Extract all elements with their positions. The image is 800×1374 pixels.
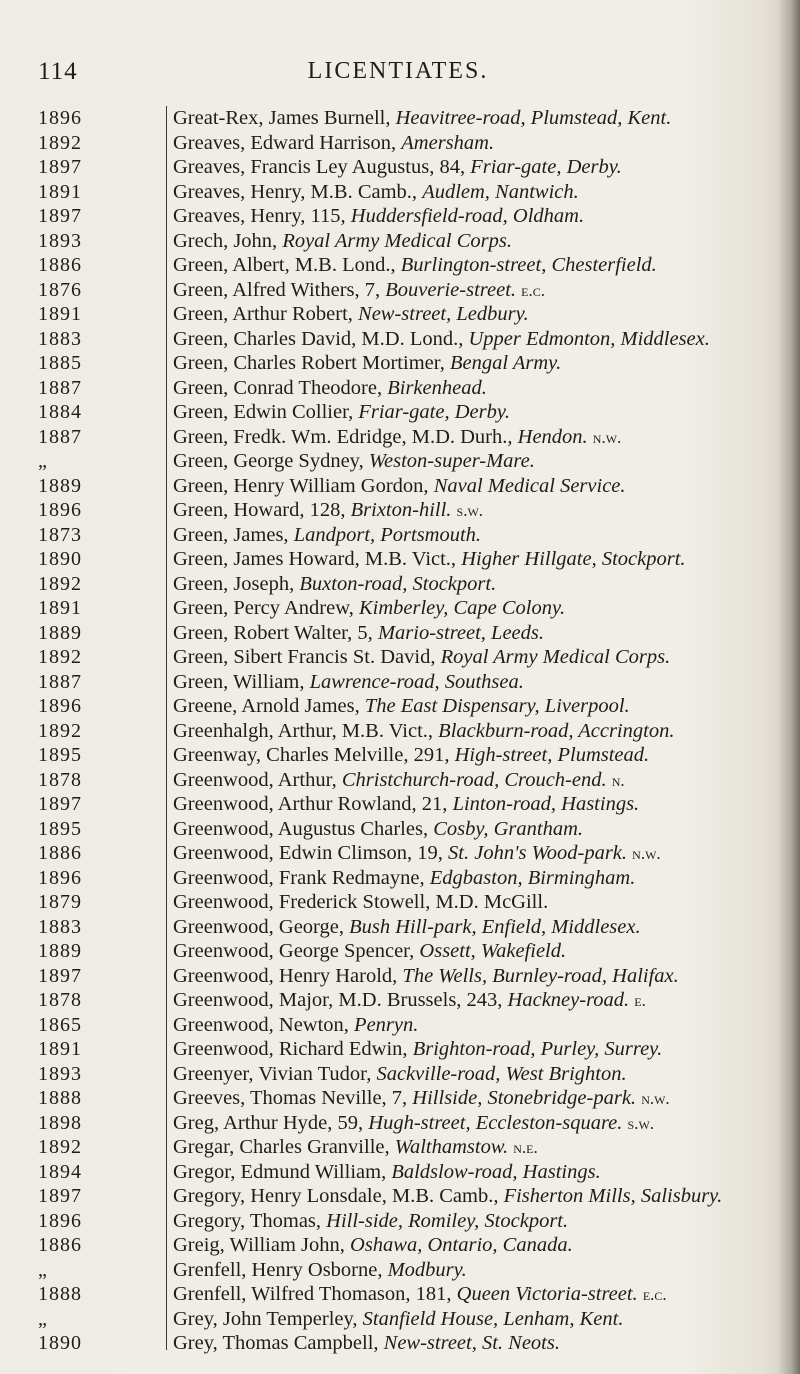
entry-text bbox=[173, 890, 548, 915]
entry-year: 1892 bbox=[38, 572, 82, 595]
entry-address: Friar-gate, Derby. bbox=[358, 401, 510, 423]
list-item bbox=[38, 939, 798, 964]
entry-name: Greenyer, Vivian Tudor, bbox=[173, 1062, 377, 1085]
entry-name: Greg, Arthur Hyde, 59, bbox=[173, 1111, 369, 1134]
list-item bbox=[38, 253, 798, 278]
entry-year: 1888 bbox=[38, 1087, 82, 1109]
list-item bbox=[38, 400, 798, 425]
entry-year: 1873 bbox=[38, 523, 82, 546]
entry-text bbox=[173, 523, 481, 548]
entry-year: 1887 bbox=[38, 376, 82, 399]
entry-name: Green, George Sydney, bbox=[173, 450, 369, 472]
entry-year: 1878 bbox=[38, 989, 82, 1011]
entry-text bbox=[173, 229, 512, 254]
entry-name: Greaves, Henry, M.B. Camb., bbox=[173, 180, 423, 203]
entry-year: 1886 bbox=[38, 842, 82, 864]
entry-address: Birkenhead. bbox=[387, 376, 487, 399]
list-item bbox=[38, 449, 798, 474]
entry-text bbox=[173, 1062, 627, 1087]
list-item bbox=[38, 596, 798, 621]
entry-year: 1887 bbox=[38, 425, 82, 448]
list-item bbox=[38, 915, 798, 940]
entry-text bbox=[173, 1086, 670, 1112]
entry-name: Greenwood, Arthur, bbox=[173, 768, 342, 791]
entry-address: Hill-side, Romiley, Stockport. bbox=[326, 1209, 569, 1232]
list-item bbox=[38, 302, 798, 327]
entry-text bbox=[173, 817, 583, 842]
entry-text bbox=[173, 1307, 623, 1332]
list-item bbox=[38, 474, 798, 499]
entry-year: 1896 bbox=[38, 499, 82, 521]
entry-address: Linton-road, Hastings. bbox=[452, 793, 640, 815]
entry-name: Grech, John, bbox=[173, 229, 283, 252]
list-item bbox=[38, 743, 798, 768]
entry-address: Queen Victoria-street. bbox=[456, 1283, 638, 1305]
entry-name: Greig, William John, bbox=[173, 1234, 351, 1256]
entry-text bbox=[173, 204, 584, 229]
list-item bbox=[38, 964, 798, 989]
entry-name: Green, Sibert Francis St. David, bbox=[173, 646, 441, 668]
entry-district: e.c. bbox=[642, 1285, 667, 1304]
entry-name: Green, Charles Robert Mortimer, bbox=[173, 352, 450, 374]
entry-text bbox=[173, 474, 626, 499]
entry-name: Green, Alfred Withers, 7, bbox=[173, 278, 386, 301]
entry-district: n.w. bbox=[632, 844, 661, 863]
entry-year: 1889 bbox=[38, 940, 82, 962]
entry-year: 1896 bbox=[38, 695, 82, 717]
entry-text bbox=[173, 1037, 662, 1062]
entry-address: Blackburn-road, Accrington. bbox=[438, 719, 675, 742]
entry-address: Naval Medical Service. bbox=[433, 474, 626, 497]
entry-name: Grey, Thomas Campbell, bbox=[173, 1332, 384, 1354]
licentiates-list bbox=[38, 106, 798, 1356]
list-item bbox=[38, 1037, 798, 1062]
entry-year: 1890 bbox=[38, 548, 82, 570]
list-item bbox=[38, 792, 798, 817]
page-header bbox=[38, 58, 758, 88]
entry-year: 1897 bbox=[38, 205, 82, 227]
entry-text bbox=[173, 302, 529, 327]
entry-address: Walthamstow. bbox=[394, 1136, 509, 1158]
entry-year: „ bbox=[38, 1307, 48, 1330]
entry-name: Greenwood, Frederick Stowell, M.D. McGill. bbox=[173, 891, 549, 913]
entry-address: Upper Edmonton, Middlesex. bbox=[468, 327, 710, 350]
entry-year: 1884 bbox=[38, 401, 82, 423]
list-item bbox=[38, 376, 798, 401]
entry-year: 1876 bbox=[38, 278, 82, 301]
entry-district: e. bbox=[634, 991, 646, 1010]
entry-name: Greeves, Thomas Neville, 7, bbox=[173, 1087, 413, 1109]
list-item bbox=[38, 1233, 798, 1258]
entry-year: „ bbox=[38, 1258, 48, 1281]
page-edge-shadow bbox=[778, 0, 800, 1374]
entry-text bbox=[173, 1258, 467, 1283]
list-item bbox=[38, 425, 798, 450]
entry-address: Hackney-road. bbox=[507, 989, 630, 1011]
entry-address: High-street, Plumstead. bbox=[454, 744, 650, 766]
entry-address: Bouverie-street. bbox=[385, 278, 517, 301]
list-item bbox=[38, 1062, 798, 1087]
entry-name: Green, Robert Walter, 5, bbox=[173, 621, 378, 644]
entry-text bbox=[173, 1331, 560, 1356]
running-head: LICENTIATES. bbox=[307, 58, 489, 84]
entry-text bbox=[173, 645, 670, 670]
entry-address: Kimberley, Cape Colony. bbox=[358, 597, 566, 619]
entry-year: 1897 bbox=[38, 793, 82, 815]
page-number: 114 bbox=[38, 58, 78, 85]
entry-name: Greenhalgh, Arthur, M.B. Vict., bbox=[173, 719, 439, 742]
entry-name: Green, Fredk. Wm. Edridge, M.D. Durh., bbox=[173, 425, 518, 448]
list-item bbox=[38, 204, 798, 229]
entry-name: Green, William, bbox=[173, 670, 310, 693]
list-item bbox=[38, 645, 798, 670]
entry-text bbox=[173, 1160, 601, 1185]
list-item bbox=[38, 719, 798, 744]
entry-name: Green, Albert, M.B. Lond., bbox=[173, 254, 401, 276]
entry-address: Hendon. bbox=[517, 425, 588, 448]
entry-text bbox=[173, 768, 625, 794]
entry-address: Sackville-road, West Brighton. bbox=[376, 1062, 627, 1085]
entry-text bbox=[173, 351, 561, 376]
entry-text bbox=[173, 964, 679, 989]
entry-address: Ossett, Wakefield. bbox=[419, 940, 567, 962]
entry-text bbox=[173, 547, 686, 572]
list-item bbox=[38, 1135, 798, 1160]
list-item bbox=[38, 841, 798, 866]
entry-name: Green, James, bbox=[173, 523, 294, 546]
entry-year: 1895 bbox=[38, 817, 82, 840]
entry-address: Fisherton Mills, Salisbury. bbox=[503, 1185, 723, 1207]
entry-address: New-street, St. Neots. bbox=[383, 1332, 560, 1354]
list-item bbox=[38, 694, 798, 719]
entry-name: Greenwood, Frank Redmayne, bbox=[173, 866, 430, 889]
entry-text bbox=[173, 106, 671, 131]
entry-text bbox=[173, 743, 649, 768]
entry-address: Huddersfield-road, Oldham. bbox=[350, 205, 585, 227]
entry-text bbox=[173, 1233, 573, 1258]
entry-year: 1897 bbox=[38, 964, 82, 987]
entry-year: 1892 bbox=[38, 719, 82, 742]
entry-district: s.w. bbox=[456, 501, 484, 520]
entry-address: Modbury. bbox=[387, 1258, 467, 1281]
list-item bbox=[38, 278, 798, 303]
list-item bbox=[38, 1111, 798, 1136]
entry-address: The East Dispensary, Liverpool. bbox=[364, 695, 630, 717]
entry-address: Stanfield House, Lenham, Kent. bbox=[362, 1307, 624, 1330]
list-item bbox=[38, 1160, 798, 1185]
entry-address: St. John's Wood-park. bbox=[448, 842, 628, 864]
list-item bbox=[38, 621, 798, 646]
list-item bbox=[38, 547, 798, 572]
entry-name: Greenwood, Arthur Rowland, 21, bbox=[173, 793, 453, 815]
entry-name: Green, Edwin Collier, bbox=[173, 401, 359, 423]
entry-address: Hugh-street, Eccleston-square. bbox=[368, 1111, 623, 1134]
entry-year: 1891 bbox=[38, 303, 82, 325]
entry-text bbox=[173, 278, 545, 304]
entry-name: Gregor, Edmund William, bbox=[173, 1160, 392, 1183]
entry-text bbox=[173, 253, 657, 278]
entry-text bbox=[173, 131, 494, 156]
entry-name: Green, Arthur Robert, bbox=[173, 303, 359, 325]
entry-year: 1897 bbox=[38, 156, 82, 178]
entry-name: Greene, Arnold James, bbox=[173, 695, 365, 717]
entry-year: 1892 bbox=[38, 1136, 82, 1158]
entry-text bbox=[173, 792, 639, 817]
entry-text bbox=[173, 1209, 568, 1234]
entry-name: Grenfell, Wilfred Thomason, 181, bbox=[173, 1283, 457, 1305]
list-item bbox=[38, 1184, 798, 1209]
entry-text bbox=[173, 694, 630, 719]
entry-address: Weston-super-Mare. bbox=[368, 450, 535, 472]
entry-text bbox=[173, 1184, 722, 1209]
entry-text bbox=[173, 327, 710, 352]
entry-name: Gregar, Charles Granville, bbox=[173, 1136, 395, 1158]
entry-year: 1898 bbox=[38, 1111, 82, 1134]
entry-text bbox=[173, 155, 622, 180]
entry-year: 1879 bbox=[38, 891, 82, 913]
entry-name: Green, Percy Andrew, bbox=[173, 597, 359, 619]
entry-address: Baldslow-road, Hastings. bbox=[391, 1160, 601, 1183]
entry-name: Green, Howard, 128, bbox=[173, 499, 351, 521]
entry-address: The Wells, Burnley-road, Halifax. bbox=[402, 964, 679, 987]
entry-text bbox=[173, 376, 487, 401]
entry-name: Greenway, Charles Melville, 291, bbox=[173, 744, 455, 766]
entry-address: Bush Hill-park, Enfield, Middlesex. bbox=[349, 915, 641, 938]
entry-address: Christchurch-road, Crouch-end. bbox=[341, 768, 607, 791]
entry-name: Greenwood, Henry Harold, bbox=[173, 964, 403, 987]
entry-year: 1889 bbox=[38, 474, 82, 497]
entry-text bbox=[173, 449, 535, 474]
entry-year: 1892 bbox=[38, 131, 82, 154]
entry-year: 1896 bbox=[38, 1209, 82, 1232]
list-item bbox=[38, 817, 798, 842]
list-item bbox=[38, 1209, 798, 1234]
entry-text bbox=[173, 572, 496, 597]
entry-address: Burlington-street, Chesterfield. bbox=[400, 254, 657, 276]
entry-text bbox=[173, 180, 579, 205]
entry-text bbox=[173, 841, 661, 867]
entry-district: s.w. bbox=[627, 1113, 655, 1133]
entry-name: Greenwood, Major, M.D. Brussels, 243, bbox=[173, 989, 508, 1011]
entry-address: Royal Army Medical Corps. bbox=[440, 646, 671, 668]
entry-district: e.c. bbox=[521, 280, 545, 300]
list-item bbox=[38, 1258, 798, 1283]
entry-year: 1891 bbox=[38, 597, 82, 619]
entry-name: Grey, John Temperley, bbox=[173, 1307, 363, 1330]
entry-name: Green, Conrad Theodore, bbox=[173, 376, 388, 399]
entry-address: Brixton-hill. bbox=[350, 499, 452, 521]
list-item bbox=[38, 229, 798, 254]
entry-text bbox=[173, 915, 641, 940]
entry-district: n.w. bbox=[641, 1089, 670, 1108]
entry-year: 1883 bbox=[38, 327, 82, 350]
entry-text bbox=[173, 425, 621, 451]
list-item bbox=[38, 1307, 798, 1332]
entry-name: Green, Charles David, M.D. Lond., bbox=[173, 327, 469, 350]
entry-year: 1887 bbox=[38, 670, 82, 693]
list-item bbox=[38, 131, 798, 156]
list-item bbox=[38, 670, 798, 695]
entry-address: Hillside, Stonebridge-park. bbox=[412, 1087, 637, 1109]
entry-year: 1886 bbox=[38, 254, 82, 276]
entry-text bbox=[173, 939, 566, 964]
entry-address: Penryn. bbox=[354, 1013, 419, 1036]
entry-name: Green, Joseph, bbox=[173, 572, 300, 595]
entry-name: Greaves, Henry, 115, bbox=[173, 205, 351, 227]
entry-name: Grenfell, Henry Osborne, bbox=[173, 1258, 388, 1281]
entry-address: Friar-gate, Derby. bbox=[470, 156, 622, 178]
entry-address: Buxton-road, Stockport. bbox=[299, 572, 497, 595]
entry-year: 1896 bbox=[38, 866, 82, 889]
entry-address: Lawrence-road, Southsea. bbox=[309, 670, 524, 693]
list-item bbox=[38, 498, 798, 523]
entry-address: Oshawa, Ontario, Canada. bbox=[350, 1234, 573, 1256]
entry-name: Greenwood, George Spencer, bbox=[173, 940, 420, 962]
entry-year: 1890 bbox=[38, 1332, 82, 1354]
entry-text bbox=[173, 719, 674, 744]
entry-address: Heavitree-road, Plumstead, Kent. bbox=[395, 107, 672, 129]
entry-year: „ bbox=[38, 450, 48, 472]
entry-text bbox=[173, 1282, 667, 1308]
entry-text bbox=[173, 498, 483, 524]
list-item bbox=[38, 1086, 798, 1111]
entry-name: Greenwood, George, bbox=[173, 915, 350, 938]
entry-year: 1885 bbox=[38, 352, 82, 374]
entry-address: Higher Hillgate, Stockport. bbox=[461, 548, 686, 570]
entry-year: 1892 bbox=[38, 646, 82, 668]
entry-text bbox=[173, 988, 646, 1014]
entry-year: 1895 bbox=[38, 744, 82, 766]
entry-address: Amersham. bbox=[401, 131, 495, 154]
entry-district: n. bbox=[611, 770, 625, 790]
entry-year: 1886 bbox=[38, 1234, 82, 1256]
list-item bbox=[38, 327, 798, 352]
entry-name: Gregory, Henry Lonsdale, M.B. Camb., bbox=[173, 1185, 504, 1207]
entry-address: Cosby, Grantham. bbox=[433, 817, 583, 840]
entry-year: 1891 bbox=[38, 1038, 82, 1060]
entry-year: 1888 bbox=[38, 1283, 82, 1305]
list-item bbox=[38, 988, 798, 1013]
entry-address: Mario-street, Leeds. bbox=[377, 621, 544, 644]
list-item bbox=[38, 106, 798, 131]
list-item bbox=[38, 155, 798, 180]
list-item bbox=[38, 1013, 798, 1038]
entry-name: Green, James Howard, M.B. Vict., bbox=[173, 548, 462, 570]
entry-name: Greaves, Edward Harrison, bbox=[173, 131, 402, 154]
list-item bbox=[38, 866, 798, 891]
entry-district: n.e. bbox=[513, 1138, 538, 1157]
entry-address: Edgbaston, Birmingham. bbox=[429, 866, 636, 889]
list-item bbox=[38, 572, 798, 597]
entry-year: 1865 bbox=[38, 1013, 82, 1036]
entry-name: Greenwood, Newton, bbox=[173, 1013, 355, 1036]
entry-address: Royal Army Medical Corps. bbox=[282, 229, 512, 252]
list-item bbox=[38, 890, 798, 915]
entry-name: Greenwood, Augustus Charles, bbox=[173, 817, 434, 840]
entry-address: New-street, Ledbury. bbox=[358, 303, 529, 325]
entry-text bbox=[173, 866, 635, 891]
entry-address: Brighton-road, Purley, Surrey. bbox=[412, 1038, 663, 1060]
entry-text bbox=[173, 1111, 654, 1137]
entry-name: Green, Henry William Gordon, bbox=[173, 474, 434, 497]
entry-year: 1883 bbox=[38, 915, 82, 938]
entry-year: 1891 bbox=[38, 180, 82, 203]
list-item bbox=[38, 351, 798, 376]
entry-name: Gregory, Thomas, bbox=[173, 1209, 327, 1232]
entry-text bbox=[173, 400, 510, 425]
entry-year: 1894 bbox=[38, 1160, 82, 1183]
entry-text bbox=[173, 670, 524, 695]
list-item bbox=[38, 1331, 798, 1356]
entry-year: 1889 bbox=[38, 621, 82, 644]
entry-text bbox=[173, 1135, 538, 1161]
entry-year: 1896 bbox=[38, 107, 82, 129]
entry-name: Greenwood, Edwin Climson, 19, bbox=[173, 842, 449, 864]
entry-name: Great-Rex, James Burnell, bbox=[173, 107, 396, 129]
list-item bbox=[38, 768, 798, 793]
entry-name: Greenwood, Richard Edwin, bbox=[173, 1038, 413, 1060]
entry-district: n.w. bbox=[592, 427, 622, 447]
entry-year: 1878 bbox=[38, 768, 82, 791]
entry-text bbox=[173, 596, 565, 621]
entry-year: 1897 bbox=[38, 1185, 82, 1207]
entry-text bbox=[173, 621, 544, 646]
entry-name: Greaves, Francis Ley Augustus, 84, bbox=[173, 156, 471, 178]
list-item bbox=[38, 180, 798, 205]
entry-year: 1893 bbox=[38, 1062, 82, 1085]
list-item bbox=[38, 1282, 798, 1307]
entry-address: Bengal Army. bbox=[450, 352, 562, 374]
entry-address: Audlem, Nantwich. bbox=[422, 180, 579, 203]
list-item bbox=[38, 523, 798, 548]
entry-text bbox=[173, 1013, 418, 1038]
entry-year: 1893 bbox=[38, 229, 82, 252]
entry-address: Landport, Portsmouth. bbox=[293, 523, 482, 546]
